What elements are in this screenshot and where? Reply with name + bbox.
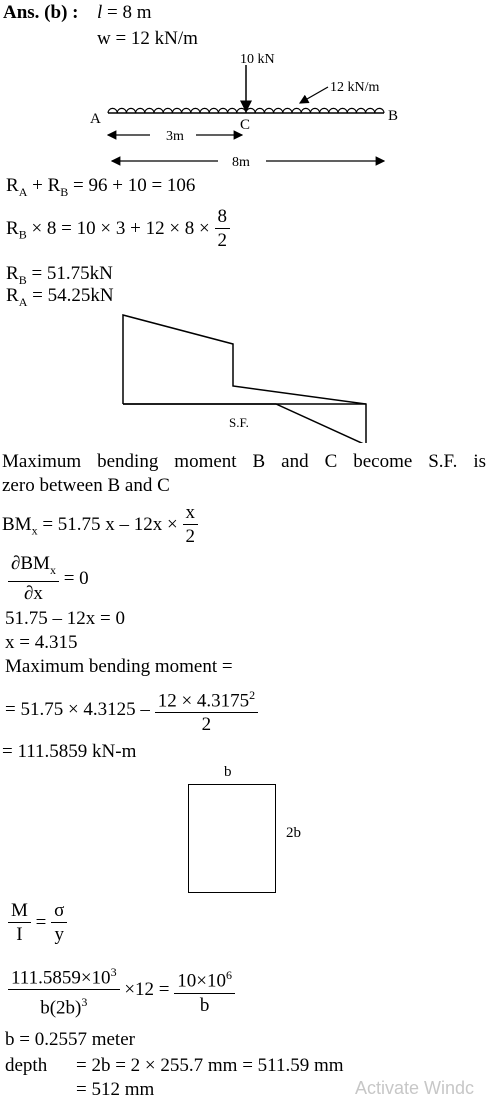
depth-value: = 2b = 2 × 255.7 mm = 511.59 mm xyxy=(76,1055,344,1076)
label-b: B xyxy=(388,108,399,124)
reaction-sum-eq: $R_A + R_B = 96 + 10 = 106$ xyxy=(6,175,196,199)
udl-pointer xyxy=(300,87,328,103)
moment-eq: $R_B \times 8 = 10 \times 3 + 12 \times 8$ × $\frac{8}{2}$ xyxy=(6,206,230,253)
udl-label: 12 kN/m xyxy=(330,80,380,95)
bmx-eq: $BM_x = 51.75$ x – 12x × $\frac{x}{2}$ xyxy=(2,502,198,549)
shear-force-diagram xyxy=(0,308,486,443)
section-width-label: b xyxy=(224,764,232,780)
rb-value: $R_B = 51.75kN$ xyxy=(6,263,113,287)
b-value: b = 0.2557 meter xyxy=(5,1029,135,1050)
depth-label: depth xyxy=(5,1055,48,1076)
load-intensity-line: w = 12 kN/m xyxy=(97,28,198,49)
derivative-eq: $\frac{\partial BM_x}{\partial x}$ = 0 xyxy=(8,553,89,606)
dim-3m-label: 3m xyxy=(166,129,184,144)
cross-section-rect xyxy=(188,784,276,893)
eq-line-e: = 111.5859 kN-m xyxy=(2,741,137,762)
max-bm-text-line2: zero between B and C xyxy=(2,475,170,496)
eq-line-d: = 51.75 × 4.3125 – $\frac{12 \times 4.3175^2}{2}$ xyxy=(5,684,258,737)
label-c: C xyxy=(240,117,251,133)
dim-8m-label: 8m xyxy=(232,155,250,170)
sf-label: S.F. xyxy=(229,415,249,430)
flexure-formula: $\frac{M}{I}$ = $\frac{\sigma}{y}$ xyxy=(8,900,67,947)
ra-value: $R_A = 54.25kN$ xyxy=(6,285,114,309)
length-line: l = 8 m xyxy=(97,2,152,23)
section-height-label: 2b xyxy=(286,825,301,841)
activate-windows-watermark: Activate Windc xyxy=(355,1078,475,1098)
point-load-label: 10 kN xyxy=(240,52,275,67)
section-modulus-eq: $\frac{111.5859\times 10^3}{b(2b)^3}$ ×12 = $\frac{10\times 10^6}{b}$ xyxy=(8,961,235,1021)
eq-line-a: 51.75 – 12x = 0 xyxy=(5,608,125,629)
answer-label: Ans. (b) : xyxy=(3,2,79,23)
eq-line-b: x = 4.315 xyxy=(5,632,78,653)
eq-line-c: Maximum bending moment = xyxy=(5,656,233,677)
label-a: A xyxy=(90,111,101,127)
depth-rounded: = 512 mm xyxy=(76,1079,155,1100)
beam-diagram xyxy=(0,45,486,175)
max-bm-text-line1: Maximum bending moment B and C become S.F. is xyxy=(2,451,486,472)
